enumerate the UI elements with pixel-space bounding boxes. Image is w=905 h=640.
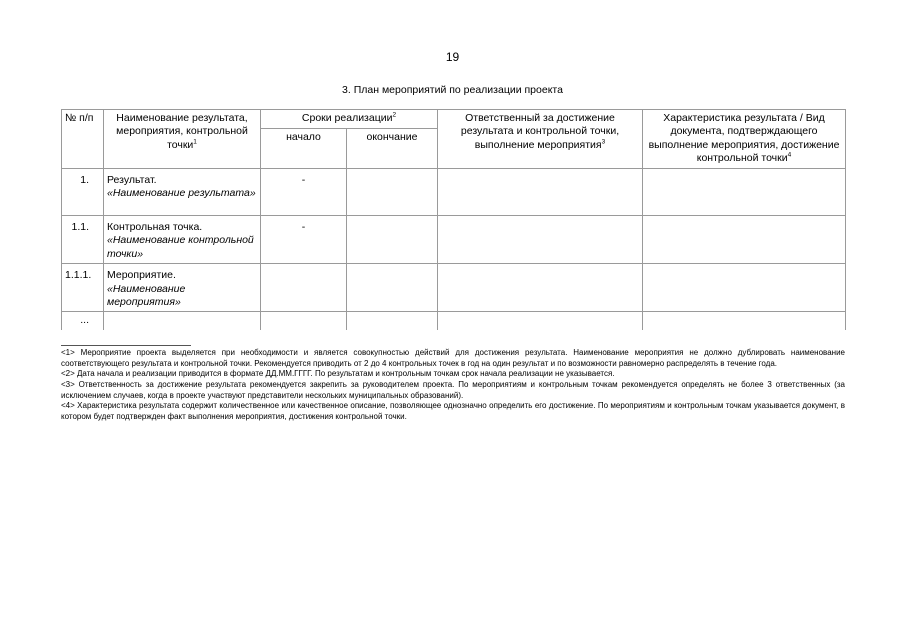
row-type: Результат. — [107, 173, 157, 186]
row-end — [347, 168, 438, 215]
table-row — [62, 264, 846, 312]
row-title: «Наименование контрольной точки» — [107, 234, 254, 260]
row-number: 1.1.1. — [62, 264, 104, 312]
footnote-1: <1> Мероприятие проекта выделяется при необходимости и является совокупностью действий для достижения результата. Наименование мероприятия не должно дублировать наименование соответствующего результата и контрольной точки. Рекомендуется приводить от 2 до 4 контрольных точек в год на один результат и по возможности равномерно распределять в течение года. — [61, 348, 845, 368]
row-start — [261, 312, 347, 330]
row-name — [104, 312, 261, 330]
footnotes — [61, 348, 845, 422]
row-start: - — [261, 168, 347, 215]
row-start — [261, 264, 347, 312]
row-number: ... — [62, 312, 104, 330]
row-name — [104, 264, 261, 312]
plan-table — [61, 109, 846, 330]
row-responsible — [438, 168, 643, 215]
header-characteristic: Характеристика результата / Вид документа, подтверждающего выполнение мероприятия, достижение контрольной точки$^4$ — [643, 110, 846, 169]
header-terms: Сроки реализации$^2$ — [261, 110, 438, 129]
row-responsible — [438, 264, 643, 312]
row-number: 1.1. — [62, 215, 104, 263]
row-responsible — [438, 312, 643, 330]
section-title: 3. План мероприятий по реализации проекта — [342, 84, 563, 96]
header-start: начало — [261, 129, 347, 169]
row-characteristic — [643, 264, 846, 312]
row-responsible — [438, 215, 643, 263]
header-num: № п/п — [62, 110, 104, 169]
row-characteristic — [643, 312, 846, 330]
row-number: 1. — [62, 168, 104, 215]
row-end — [347, 312, 438, 330]
row-title: «Наименование мероприятия» — [107, 282, 186, 308]
row-characteristic — [643, 168, 846, 215]
row-name — [104, 215, 261, 263]
row-characteristic — [643, 215, 846, 263]
footnote-4: <4> Характеристика результата содержит количественное или качественное описание, позволяющее однозначно определить его достижение. По мероприятиям и контрольным точкам указывается документ, в котором будет подтвержден факт выполнения мероприятия, достижения контрольной точки. — [61, 401, 845, 421]
row-type: Контрольная точка. — [107, 220, 203, 233]
page-number: 19 — [445, 50, 460, 64]
footnote-3: <3> Ответственность за достижение результата рекомендуется закрепить за руководителем проекта. По мероприятиям и контрольным точкам рекомендуется определять не более 3 ответственных (за исключением случаев, когда в проекте участвуют представители нескольких муниципальных образований). — [61, 379, 845, 400]
header-terms-footnote-ref: 2 — [392, 111, 397, 119]
row-type: Мероприятие. — [107, 269, 176, 282]
footnote-2: <2> Дата начала и реализации приводится в формате ДД.ММ.ГГГГ. По результатам и контрольным точкам срок начала реализации не указывается. — [61, 369, 615, 379]
header-end: окончание — [347, 129, 438, 169]
header-name: Наименование результата, мероприятия, контрольной точки$^1$ — [104, 110, 261, 169]
row-start: - — [261, 215, 347, 263]
header-responsible-footnote-ref: 3 — [601, 138, 606, 146]
table-row — [62, 312, 846, 330]
row-name — [104, 168, 261, 215]
row-end — [347, 215, 438, 263]
header-responsible: Ответственный за достижение результата и контрольной точки, выполнение мероприятия$^3$ — [438, 110, 643, 169]
row-end — [347, 264, 438, 312]
row-title: «Наименование результата» — [107, 187, 256, 200]
header-name-footnote-ref: 1 — [193, 138, 197, 146]
footnote-divider — [61, 345, 191, 346]
table-row — [62, 168, 846, 215]
header-characteristic-footnote-ref: 4 — [787, 151, 792, 159]
table-row — [62, 215, 846, 263]
